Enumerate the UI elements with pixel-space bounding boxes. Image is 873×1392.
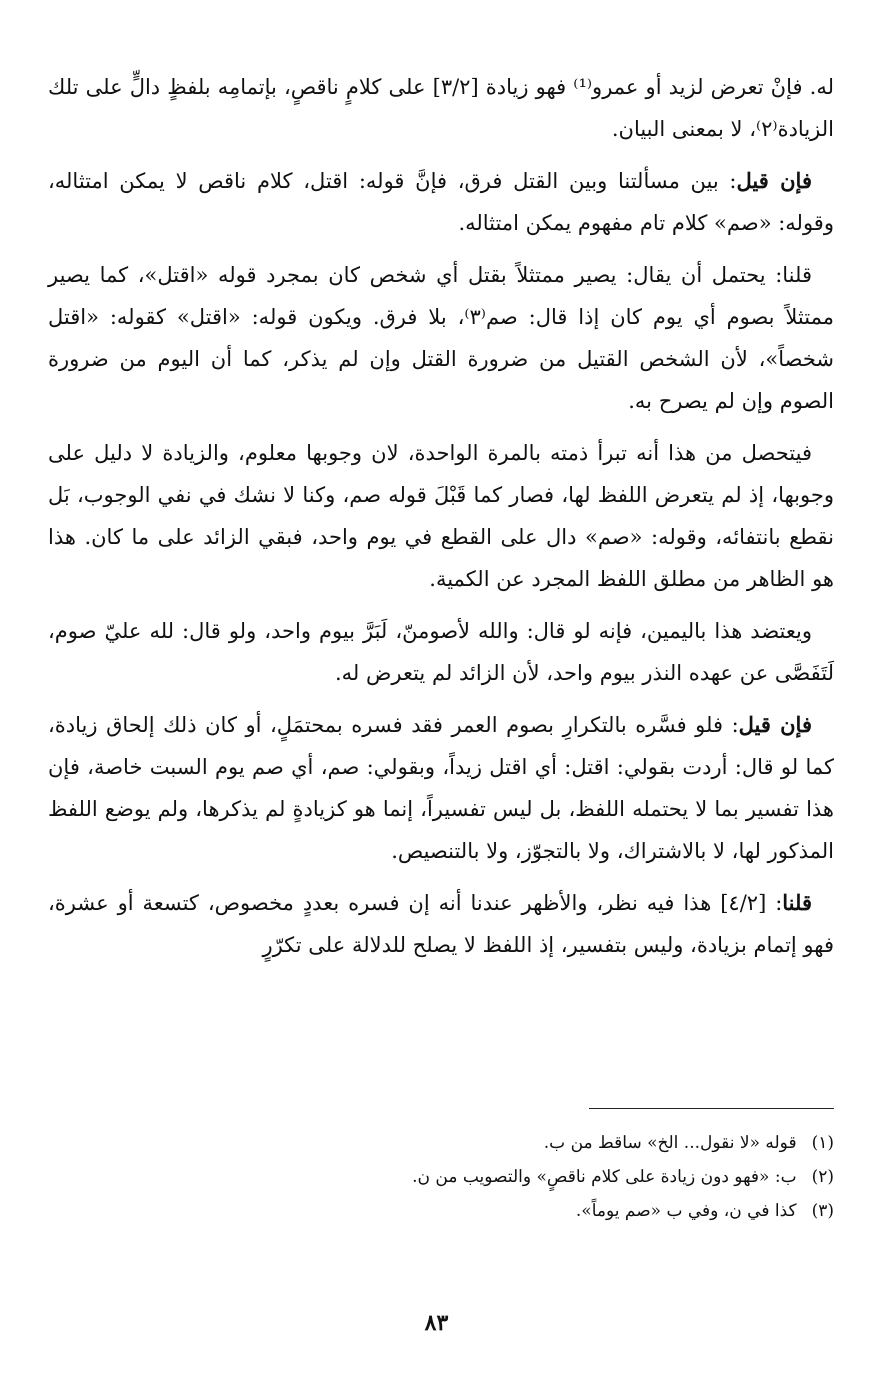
paragraph-4	[48, 432, 834, 600]
footnote-1-text: قوله «لا نقول... الخ» ساقط من ب.	[543, 1133, 797, 1153]
paragraph-2-lead: فإن قيل	[736, 168, 812, 193]
footnote-1-number: (١)	[811, 1133, 834, 1153]
footnote-1	[48, 1126, 834, 1160]
paragraph-3	[48, 254, 834, 422]
page-body	[48, 66, 834, 976]
paragraph-2	[48, 160, 834, 244]
footnote-list	[48, 1126, 834, 1228]
footnote-2-number: (٢)	[811, 1167, 834, 1187]
footnote-3	[48, 1194, 834, 1228]
footnote-3-number: (٣)	[811, 1201, 834, 1221]
paragraph-7	[48, 882, 834, 966]
paragraph-6	[48, 704, 834, 872]
paragraph-7-lead: قلنا	[782, 890, 812, 915]
paragraph-2-text: : بين مسألتنا وبين القتل فرق، فإنَّ قوله: اقتل، كلام ناقص لا يمكن امتثاله، وقوله: «صم» كلام تام مفهوم يمكن امتثاله.	[48, 169, 834, 235]
paragraph-4-text: فيتحصل من هذا أنه تبرأ ذمته بالمرة الواحدة، لان وجوبها معلوم، والزيادة لا دليل على وجوبها، إذ لم يتعرض اللفظ لها، فصار كما قَبْلَ قوله صم، وكنا لا نشك في نفي الوجوب، بَل نقطع بانتفائه، وقوله: «صم» دال على القطع في يوم واحد، فبقي الزائد على ما كان. هذا هو الظاهر من مطلق اللفظ المجرد عن الكمية.	[48, 441, 834, 591]
paragraph-7-text: : [٤/٢] هذا فيه نظر، والأظهر عندنا أنه إن فسره بعددٍ مخصوص، كتسعة أو عشرة، فهو إتمام بزيادة، وليس بتفسير، إذ اللفظ لا يصلح للدلالة على تكرّرٍ	[48, 891, 834, 957]
paragraph-5	[48, 610, 834, 694]
paragraph-1-text: له. فإنْ تعرض لزيد أو عمرو⁽¹⁾ فهو زيادة [٣/٢] على كلامٍ ناقصٍ، بإتمامِه بلفظٍ دالٍّ على تلك الزيادة⁽٢⁾، لا بمعنى البيان.	[48, 75, 834, 141]
paragraph-6-lead: فإن قيل	[738, 712, 812, 737]
footnote-3-text: كذا في ن، وفي ب «صم يوماً».	[575, 1201, 797, 1221]
footnote-2	[48, 1160, 834, 1194]
page-number: ٨٣	[424, 1310, 449, 1336]
paragraph-1	[48, 66, 834, 150]
paragraph-3-text: قلنا: يحتمل أن يقال: يصير ممتثلاً بقتل أي شخص كان بمجرد قوله «اقتل»، كما يصير ممتثلاً بصوم أي يوم كان إذا قال: صم⁽٣⁾، بلا فرق. ويكون قوله: «اقتل» كقوله: «اقتل شخصاً»، لأن الشخص القتيل من ضرورة القتل وإن لم يذكر، كما أن اليوم من ضرورة الصوم وإن لم يصرح به.	[48, 263, 834, 413]
paragraph-5-text: ويعتضد هذا باليمين، فإنه لو قال: والله لأصومنّ، لَبَرَّ بيوم واحد، ولو قال: لله عليّ صوم، لَتَفَصَّى عن عهده النذر بيوم واحد، لأن الزائد لم يتعرض له.	[48, 619, 834, 685]
paragraph-6-text: : فلو فسَّره بالتكرارِ بصوم العمر فقد فسره بمحتمَلٍ، أو كان ذلك إلحاق زيادة، كما لو قال: أردت بقولي: اقتل: أي اقتل زيداً، وبقولي: صم، أي صم يوم السبت خاصة، فإن هذا تفسير بما لا يحتمله اللفظ، بل ليس تفسيراً، إنما هو كزيادةٍ لم يذكرها، ولم يوضع اللفظ المذكور لها، لا بالاشتراك، ولا بالتجوّز، ولا بالتنصيص.	[48, 713, 834, 863]
footnote-2-text: ب: «فهو دون زيادة على كلام ناقصٍ» والتصويب من ن.	[412, 1167, 797, 1187]
footnote-divider	[589, 1108, 834, 1109]
